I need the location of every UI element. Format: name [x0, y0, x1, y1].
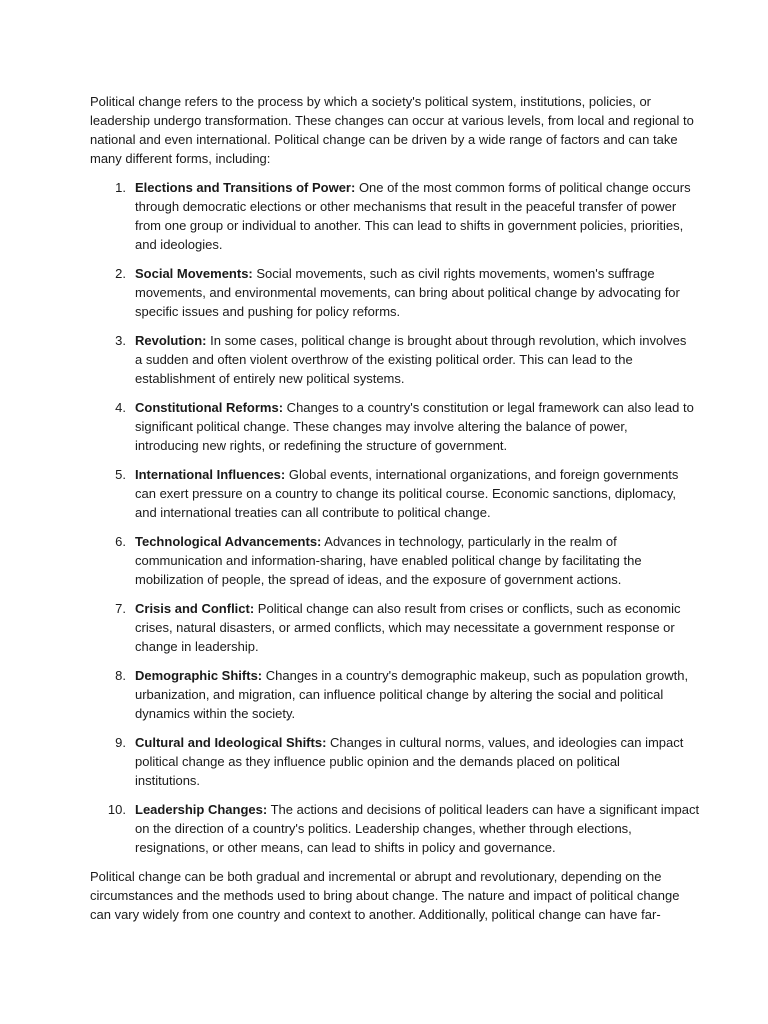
- item-line: establishment of entirely new political systems.: [135, 371, 405, 386]
- item-line: on the direction of a country's politics. Leadership changes, whether through elections,: [135, 821, 632, 836]
- item-first-line: [135, 398, 694, 417]
- item-text: One of the most common forms of political change occurs: [355, 180, 691, 195]
- intro-line: leadership undergo transformation. These changes can occur at various levels, from local and regional to: [90, 113, 694, 128]
- item-line: change in leadership.: [135, 639, 259, 654]
- item-title: Social Movements:: [135, 266, 253, 281]
- item-line: and ideologies.: [135, 237, 223, 252]
- list-item: [90, 264, 680, 321]
- item-title: Revolution:: [135, 333, 207, 348]
- item-first-line: [135, 264, 680, 283]
- item-first-line: [135, 733, 684, 752]
- item-line: resignations, or other means, can lead to shifts in policy and governance.: [135, 840, 556, 855]
- item-text: Social movements, such as civil rights movements, women's suffrage: [252, 266, 655, 281]
- item-first-line: [135, 666, 689, 685]
- outro-line: can vary widely from one country and context to another. Additionally, political change can have far-: [90, 907, 661, 922]
- item-number: 4.: [115, 400, 126, 415]
- factors-list: [90, 178, 700, 857]
- item-line: introducing new rights, or redefining the structure of government.: [135, 438, 508, 453]
- item-first-line: [135, 465, 680, 484]
- item-text: Global events, international organizations, and foreign governments: [285, 467, 679, 482]
- item-text: Changes in cultural norms, values, and ideologies can impact: [326, 735, 684, 750]
- list-item: [90, 599, 680, 656]
- list-item: [90, 800, 700, 857]
- item-line: a sudden and often violent overthrow of the existing political order. This can lead to the: [135, 352, 633, 367]
- list-item: [90, 398, 694, 455]
- item-line: communication and information-sharing, have enabled political change by facilitating the: [135, 553, 642, 568]
- item-line: significant political change. These changes may involve altering the balance of power,: [135, 419, 628, 434]
- item-text: Changes to a country's constitution or legal framework can also lead to: [283, 400, 694, 415]
- item-title: Leadership Changes:: [135, 802, 268, 817]
- item-text: The actions and decisions of political leaders can have a significant impact: [267, 802, 700, 817]
- list-item: [90, 532, 680, 589]
- item-title: Demographic Shifts:: [135, 668, 263, 683]
- item-line: institutions.: [135, 773, 201, 788]
- item-number: 2.: [115, 266, 126, 281]
- intro-line: Political change refers to the process by which a society's political system, institutions, policies, or: [90, 94, 652, 109]
- item-first-line: [135, 599, 680, 618]
- item-title: Technological Advancements:: [135, 534, 322, 549]
- item-title: Crisis and Conflict:: [135, 601, 255, 616]
- item-number: 7.: [115, 601, 126, 616]
- closing-paragraph: [90, 867, 680, 924]
- item-line: through democratic elections or other mechanisms that result in the peaceful transfer of power: [135, 199, 677, 214]
- item-title: Cultural and Ideological Shifts:: [135, 735, 327, 750]
- list-item: [90, 331, 687, 388]
- list-item: [90, 178, 691, 254]
- item-first-line: [135, 800, 700, 819]
- item-first-line: [135, 178, 691, 197]
- item-number: 10.: [107, 802, 126, 817]
- list-item: [90, 733, 684, 790]
- intro-paragraph: [90, 92, 694, 168]
- list-item: [90, 465, 680, 522]
- item-number: 3.: [115, 333, 126, 348]
- outro-line: Political change can be both gradual and incremental or abrupt and revolutionary, depending on the: [90, 869, 662, 884]
- item-number: 9.: [115, 735, 126, 750]
- item-first-line: [135, 331, 687, 350]
- item-line: urbanization, and migration, can influence political change by altering the social and political: [135, 687, 664, 702]
- item-number: 1.: [115, 180, 126, 195]
- item-text: In some cases, political change is brought about through revolution, which involves: [206, 333, 687, 348]
- intro-line: national and even international. Political change can be driven by a wide range of factors and can take: [90, 132, 678, 147]
- intro-line: many different forms, including:: [90, 151, 271, 166]
- item-line: from one group or individual to another. This can lead to shifts in government policies, priorities,: [135, 218, 684, 233]
- item-first-line: [135, 532, 680, 551]
- document-page: [90, 92, 700, 924]
- item-line: movements, and environmental movements, can bring about political change by advocating for: [135, 285, 680, 300]
- item-line: can exert pressure on a country to change its political course. Economic sanctions, diplomacy,: [135, 486, 676, 501]
- item-text: Advances in technology, particularly in the realm of: [321, 534, 617, 549]
- list-item: [90, 666, 689, 723]
- item-text: Political change can also result from crises or conflicts, such as economic: [254, 601, 681, 616]
- item-line: mobilization of people, the spread of ideas, and the exposure of government actions.: [135, 572, 622, 587]
- item-title: International Influences:: [135, 467, 286, 482]
- item-line: political change as they influence public opinion and the demands placed on political: [135, 754, 620, 769]
- item-line: specific issues and pushing for policy reforms.: [135, 304, 401, 319]
- item-line: dynamics within the society.: [135, 706, 296, 721]
- item-line: and international treaties can all contribute to political change.: [135, 505, 491, 520]
- item-title: Elections and Transitions of Power:: [135, 180, 356, 195]
- item-line: crises, natural disasters, or armed conflicts, which may necessitate a government response or: [135, 620, 675, 635]
- item-number: 5.: [115, 467, 126, 482]
- item-text: Changes in a country's demographic makeup, such as population growth,: [262, 668, 689, 683]
- item-number: 6.: [115, 534, 126, 549]
- outro-line: circumstances and the methods used to bring about change. The nature and impact of political change: [90, 888, 680, 903]
- item-title: Constitutional Reforms:: [135, 400, 284, 415]
- item-number: 8.: [115, 668, 126, 683]
